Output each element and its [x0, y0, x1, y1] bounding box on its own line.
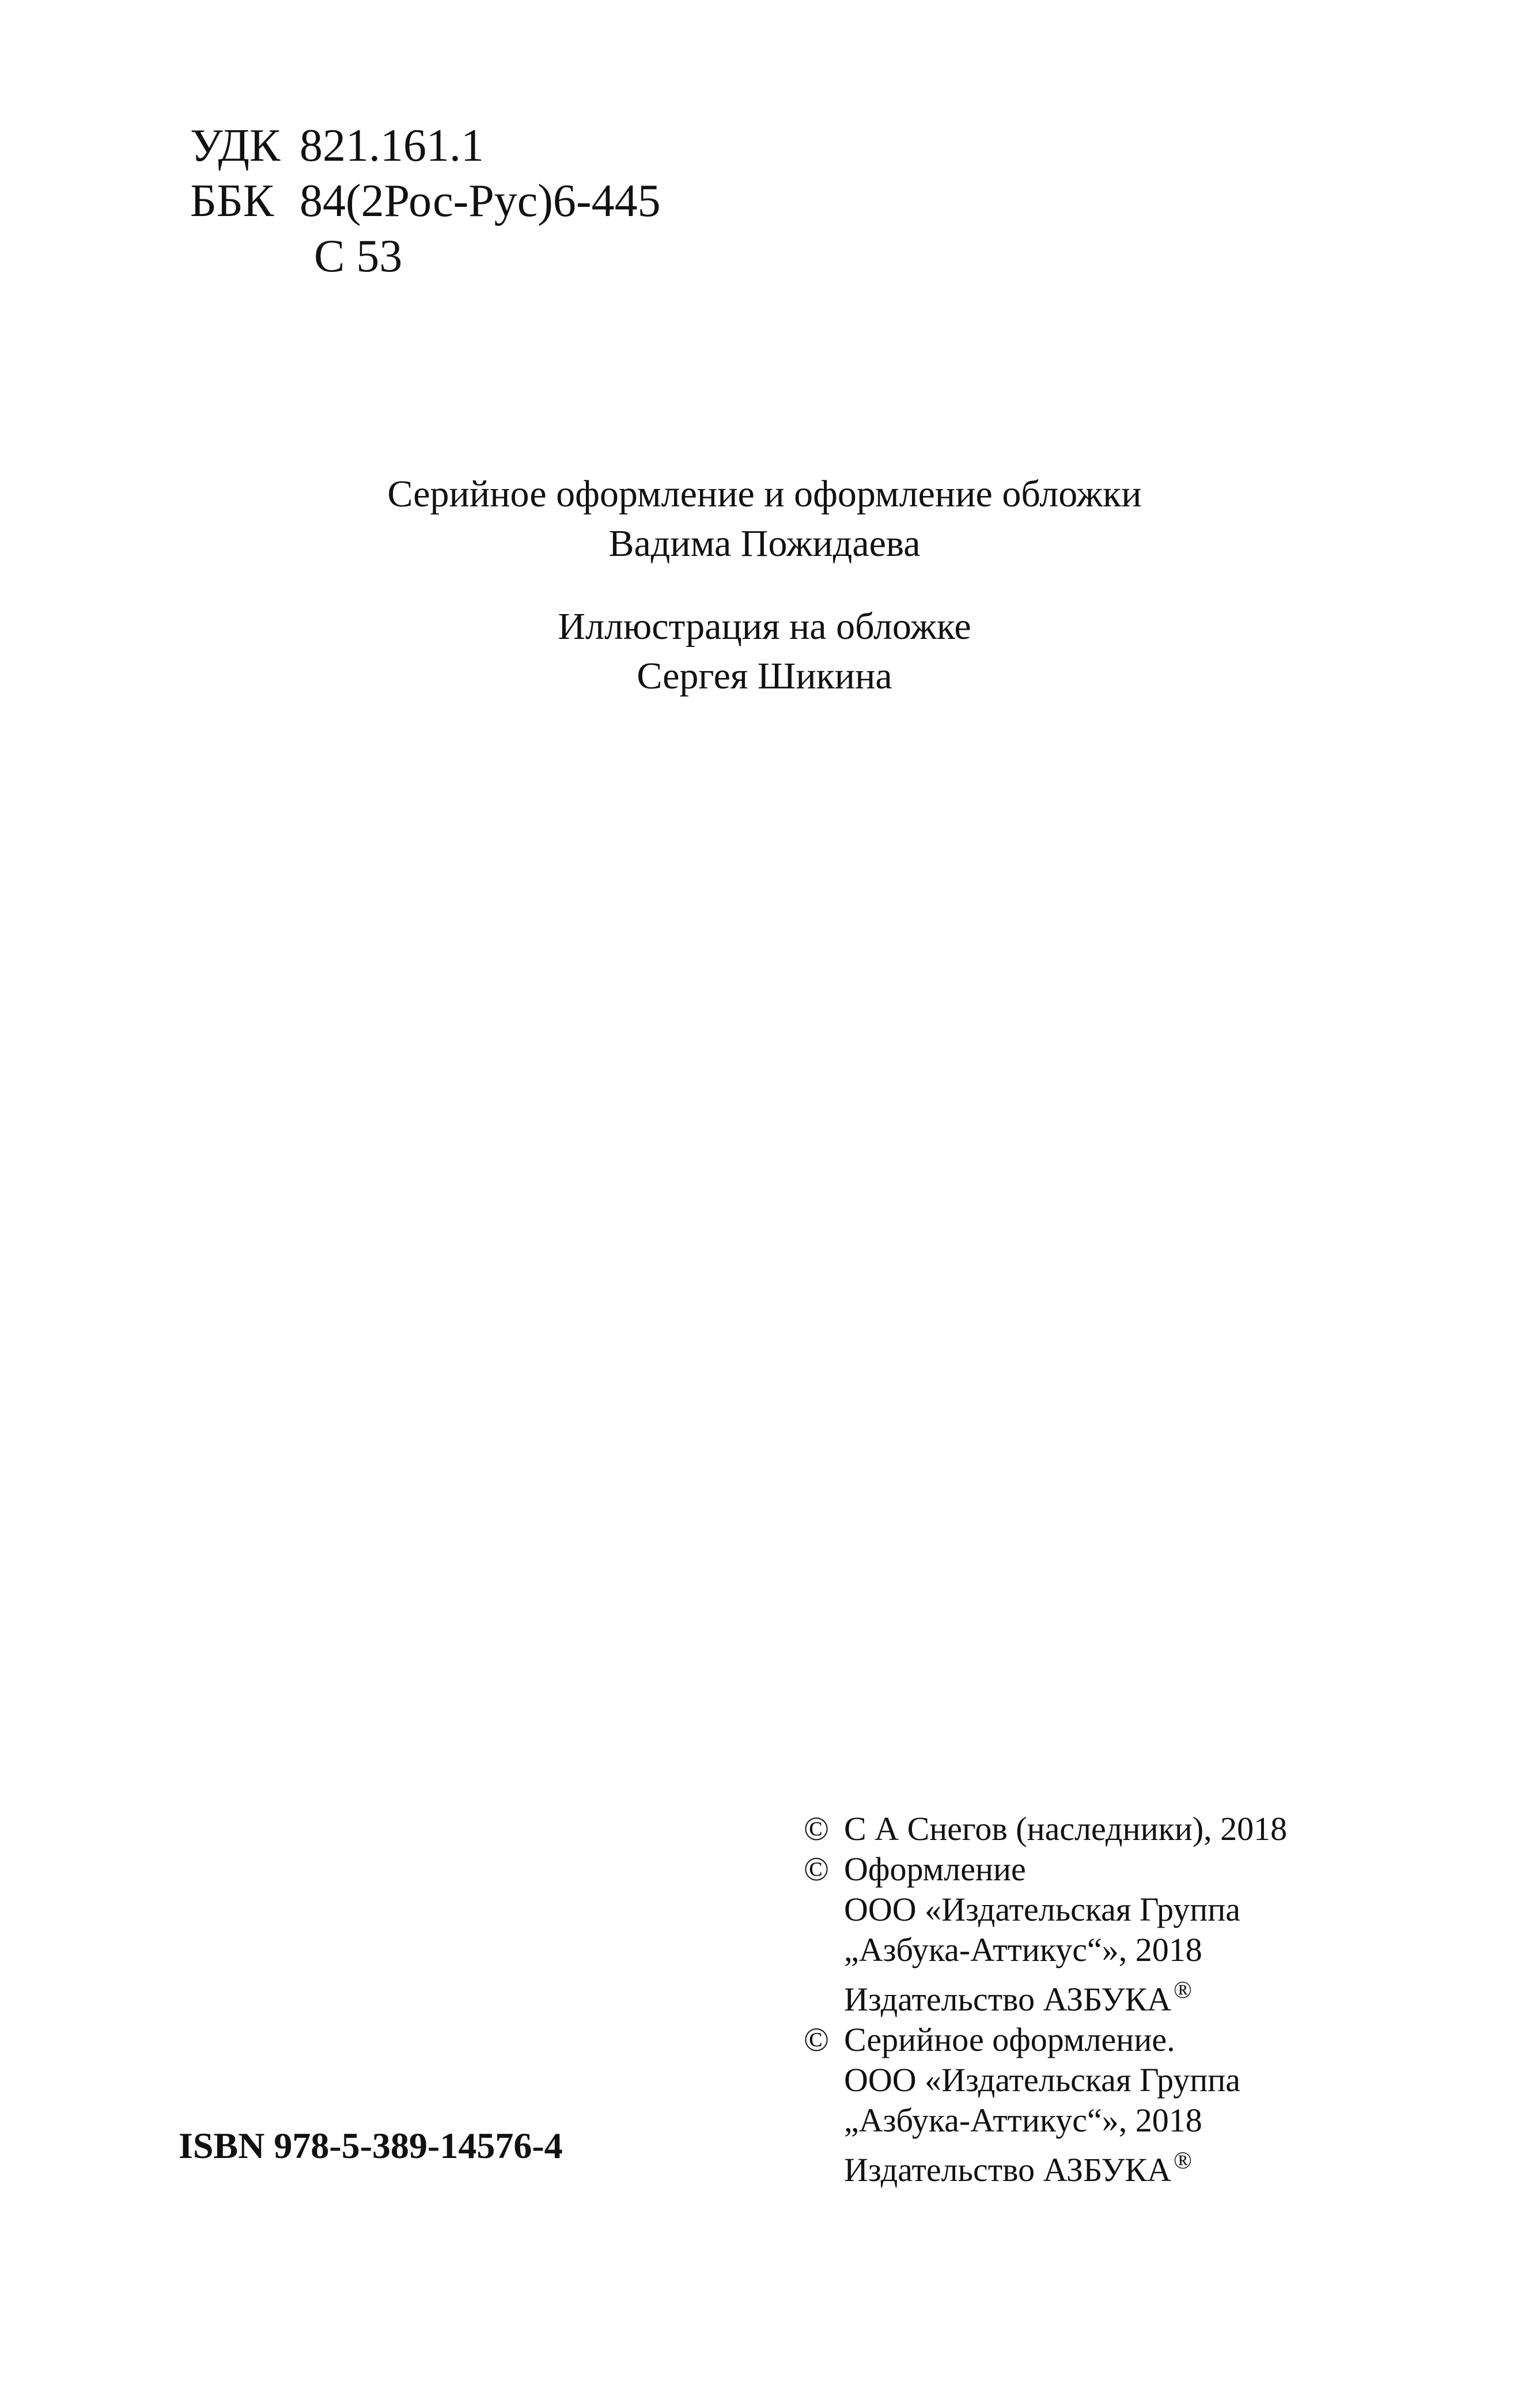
publisher-name: Издательство АЗБУКА: [844, 1981, 1171, 2018]
copyright-text: „Азбука-Аттикус“», 2018: [844, 1931, 1202, 1968]
illustration-credit-line-1: Иллюстрация на обложке: [558, 605, 971, 648]
copyright-line: [804, 2141, 1287, 2190]
copyright-line: [804, 1809, 1287, 1849]
copyright-line: [804, 1849, 1287, 1890]
copyright-icon: ©: [804, 1850, 830, 1888]
registered-icon: ®: [1173, 2148, 1192, 2174]
bbk-label: ББК: [190, 176, 274, 226]
design-credits: [0, 470, 1529, 569]
copyright-text: „Азбука-Аттикус“», 2018: [844, 2102, 1202, 2139]
copyright-text: С А Снегов (наследники), 2018: [844, 1810, 1288, 1847]
udk-label: УДК: [190, 120, 281, 171]
udk-row: [190, 118, 661, 173]
illustration-credit-line-2: Сергея Шикина: [637, 655, 892, 697]
registered-icon: ®: [1173, 1977, 1192, 2004]
illustration-credits: [0, 602, 1529, 701]
copyright-text: Оформление: [844, 1850, 1026, 1888]
copyright-text: ООО «Издательская Группа: [844, 2061, 1241, 2099]
copyright-icon: ©: [804, 1810, 830, 1847]
classification-block: [190, 118, 661, 284]
copyright-text: ООО «Издательская Группа: [844, 1891, 1241, 1928]
design-credit-line-1: Серийное оформление и оформление обложки: [387, 473, 1142, 515]
design-credit-line-2: Вадима Пожидаева: [608, 523, 921, 565]
bbk-row: [190, 173, 661, 229]
author-mark: С 53: [314, 231, 403, 282]
udk-value: 821.161.1: [300, 120, 484, 171]
publisher-name: Издательство АЗБУКА: [844, 2151, 1171, 2189]
isbn: ISBN 978-5-389-14576-4: [179, 2125, 563, 2166]
copyright-line: [804, 2020, 1287, 2060]
copyright-entry: [804, 2020, 1287, 2190]
copyright-entry: [804, 1809, 1287, 1849]
bbk-value: 84(2Рос-Рус)6-445: [300, 176, 661, 226]
copyright-text: Серийное оформление.: [844, 2021, 1175, 2058]
copyright-icon: ©: [804, 2021, 830, 2058]
copyright-line: [804, 1970, 1287, 2020]
copyright-entry: [804, 1849, 1287, 2020]
copyright-block: [804, 1809, 1287, 2190]
